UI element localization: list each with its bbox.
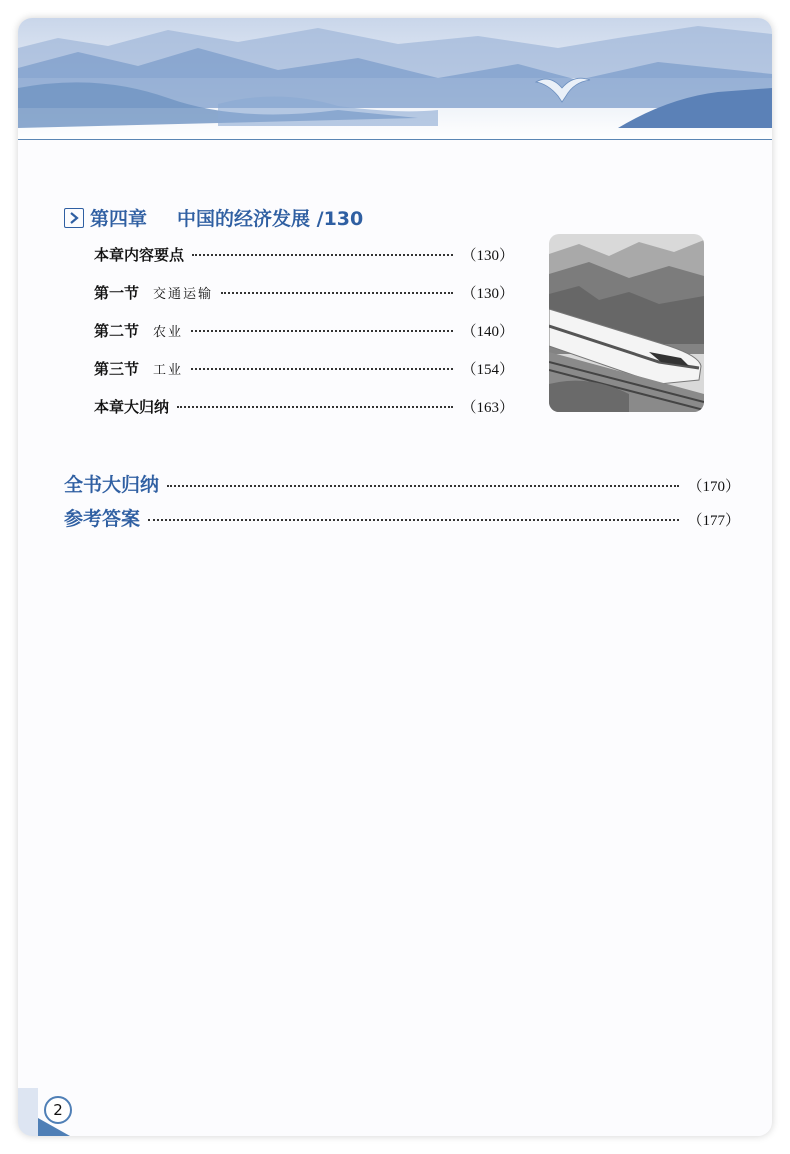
- toc-entry-label: 全书大归纳: [64, 474, 160, 496]
- chevron-right-icon: [64, 208, 84, 228]
- dot-leader: [148, 519, 679, 521]
- toc-entry-page: （163）: [461, 400, 514, 416]
- chapter-heading[interactable]: [64, 204, 363, 231]
- toc-entry-page: （154）: [461, 362, 514, 378]
- toc-entry-book-review[interactable]: [64, 470, 740, 497]
- banner-divider: [18, 139, 772, 140]
- toc-entry-subtitle: 交通运输: [153, 287, 214, 302]
- dot-leader: [177, 406, 453, 408]
- toc-entry-label: 参考答案: [64, 508, 141, 530]
- mountain-banner: [18, 18, 772, 140]
- dot-leader: [191, 368, 453, 370]
- chapter-title: 中国的经济发展 /130: [177, 208, 364, 230]
- toc-entry-answers[interactable]: [64, 504, 740, 531]
- toc-entry-section-2[interactable]: [94, 320, 514, 341]
- toc-entry-page: （140）: [461, 324, 514, 340]
- toc-entry-label: 第一节: [94, 284, 140, 302]
- toc-entry-subtitle: 农业: [153, 325, 184, 340]
- book-page: [18, 18, 772, 1136]
- toc-entry-page: （170）: [687, 479, 740, 495]
- toc-entry-page: （130）: [461, 286, 514, 302]
- high-speed-train-photo: [549, 234, 704, 412]
- toc-entry-subtitle: 工业: [153, 363, 184, 378]
- toc-entry-label: 本章内容要点: [94, 246, 185, 264]
- toc-entry-label: 第三节: [94, 360, 140, 378]
- toc-entry-page: （130）: [461, 248, 514, 264]
- page-number: 2: [44, 1096, 72, 1124]
- toc-entry-section-3[interactable]: [94, 358, 514, 379]
- toc-entry-section-1[interactable]: [94, 282, 514, 303]
- toc-entry-chapter-review[interactable]: [94, 396, 514, 417]
- toc-entry-label: 本章大归纳: [94, 398, 170, 416]
- dot-leader: [221, 292, 453, 294]
- toc-entry-label: 第二节: [94, 322, 140, 340]
- dot-leader: [192, 254, 453, 256]
- dot-leader: [167, 485, 679, 487]
- toc-entry-page: （177）: [687, 513, 740, 529]
- chapter-number: 第四章: [90, 208, 148, 230]
- toc-entry-summary[interactable]: [94, 244, 514, 265]
- dot-leader: [191, 330, 453, 332]
